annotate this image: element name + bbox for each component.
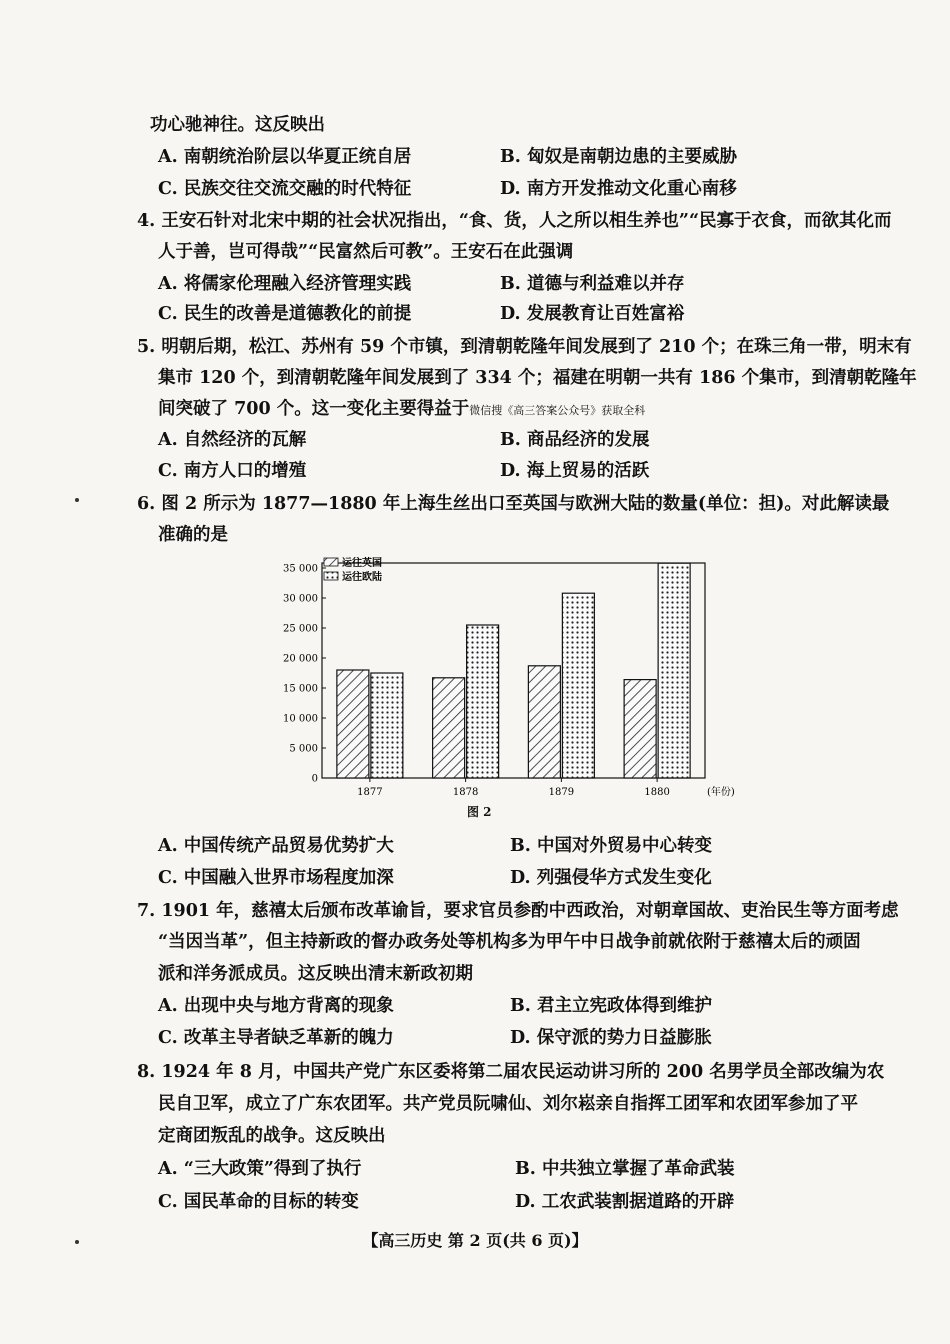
q7-stem-line1: 7. 1901 年，慈禧太后颁布改革谕旨，要求官员参酌中西政治，对朝章国故、吏治民生等方面考虑: [137, 901, 899, 921]
q8-option-c: C. 国民革命的目标的转变: [158, 1192, 359, 1212]
q5-option-a: A. 自然经济的瓦解: [158, 430, 307, 450]
q4-option-c: C. 民生的改善是道德教化的前提: [158, 304, 412, 324]
bar-continent-1880: [658, 563, 690, 778]
x-tick-label: 1878: [452, 787, 479, 798]
q6-option-c: C. 中国融入世界市场程度加深: [158, 868, 394, 888]
q3-stem-tail: 功心驰神往。这反映出: [150, 115, 325, 135]
y-tick-label: 10 000: [283, 713, 318, 725]
legend-label-continent: 运往欧陆: [342, 572, 382, 583]
q5-option-d: D. 海上贸易的活跃: [500, 461, 650, 481]
margin-mark: [75, 498, 79, 502]
q4-option-d: D. 发展教育让百姓富裕: [500, 304, 685, 324]
q6-option-b: B. 中国对外贸易中心转变: [510, 836, 712, 856]
q3-option-a: A. 南朝统治阶层以华夏正统自居: [158, 147, 412, 167]
q8-option-d: D. 工农武装割据道路的开辟: [515, 1192, 735, 1212]
bar-continent-1878: [467, 625, 499, 778]
q8-stem-line1: 8. 1924 年 8 月，中国共产党广东区委将第二届农民运动讲习所的 200 名男学员全部改编为农: [137, 1062, 885, 1082]
q7-option-b: B. 君主立宪政体得到维护: [510, 996, 712, 1016]
figure-caption: 图 2: [467, 805, 492, 819]
legend-swatch-continent: [324, 572, 338, 580]
q4-option-a: A. 将儒家伦理融入经济管理实践: [158, 274, 412, 294]
q5-option-c: C. 南方人口的增殖: [158, 461, 307, 481]
q5-stem-line3: [158, 397, 645, 423]
bar-britain-1880: [624, 680, 656, 778]
y-tick-label: 20 000: [283, 653, 318, 665]
q6-stem-line2: 准确的是: [158, 525, 228, 545]
y-tick-label: 0: [311, 773, 318, 785]
bar-britain-1879: [528, 666, 560, 778]
q7-stem-line2: “当因当革”，但主持新政的督办政务处等机构多为甲午中日战争前就依附于慈禧太后的顽固: [158, 932, 861, 952]
q5-stem-line1: 5. 明朝后期，松江、苏州有 59 个市镇，到清朝乾隆年间发展到了 210 个；在珠三角一带，明末有: [137, 337, 912, 357]
y-tick-label: 15 000: [283, 683, 318, 695]
q5-stem-line2: 集市 120 个，到清朝乾隆年间发展到了 334 个；福建在明朝一共有 186 个集市，到清朝乾隆年: [158, 368, 917, 388]
bar-continent-1879: [562, 593, 594, 778]
x-tick-label: 1877: [357, 787, 383, 798]
q5-stem-line3-text: 间突破了 700 个。这一变化主要得益于: [158, 399, 470, 419]
q3-option-c: C. 民族交往交流交融的时代特征: [158, 179, 412, 199]
y-tick-label: 25 000: [283, 623, 318, 635]
q6-stem-line1: 6. 图 2 所示为 1877—1880 年上海生丝出口至英国与欧洲大陆的数量(单位：担)。对此解读最: [137, 494, 890, 514]
bar-britain-1878: [433, 678, 465, 778]
x-tick-label: 1879: [548, 787, 575, 798]
y-tick-label: 35 000: [283, 563, 318, 575]
q8-stem-line3: 定商团叛乱的战争。这反映出: [158, 1126, 386, 1146]
watermark-note: 微信搜《高三答案公众号》获取全科: [469, 404, 646, 417]
bar-britain-1877: [337, 670, 369, 778]
y-tick-label: 30 000: [283, 593, 318, 605]
q5-option-b: B. 商品经济的发展: [500, 430, 650, 450]
q8-stem-line2: 民自卫军，成立了广东农团军。共产党员阮啸仙、刘尔崧亲自指挥工团军和农团军参加了平: [158, 1094, 858, 1114]
q7-option-a: A. 出现中央与地方背离的现象: [158, 996, 394, 1016]
bar-continent-1877: [371, 673, 403, 778]
margin-mark: [75, 1240, 79, 1244]
q4-option-b: B. 道德与利益难以并存: [500, 274, 685, 294]
q8-option-b: B. 中共独立掌握了革命武装: [515, 1159, 735, 1179]
x-axis-label: (年份): [707, 787, 735, 798]
q8-option-a: A. “三大政策”得到了执行: [158, 1159, 362, 1179]
q6-option-a: A. 中国传统产品贸易优势扩大: [158, 836, 394, 856]
legend-label-britain: 运往英国: [342, 558, 382, 569]
q4-stem-line1: 4. 王安石针对北宋中期的社会状况指出，“食、货，人之所以相生养也”“民寡于衣食，而欲其化而: [137, 211, 892, 231]
q3-option-d: D. 南方开发推动文化重心南移: [500, 179, 737, 199]
silk-export-bar-chart: [280, 555, 740, 800]
q3-option-b: B. 匈奴是南朝边患的主要威胁: [500, 147, 737, 167]
q7-stem-line3: 派和洋务派成员。这反映出清末新政初期: [158, 964, 473, 984]
q4-stem-line2: 人于善，岂可得哉”“民富然后可教”。王安石在此强调: [158, 242, 574, 262]
q7-option-d: D. 保守派的势力日益膨胀: [510, 1028, 712, 1048]
y-tick-label: 5 000: [289, 743, 318, 755]
legend-swatch-britain: [324, 558, 338, 566]
x-tick-label: 1880: [644, 787, 670, 798]
q6-option-d: D. 列强侵华方式发生变化: [510, 868, 712, 888]
page-footer: 【高三历史 第 2 页(共 6 页)】: [362, 1231, 588, 1250]
q7-option-c: C. 改革主导者缺乏革新的魄力: [158, 1028, 394, 1048]
